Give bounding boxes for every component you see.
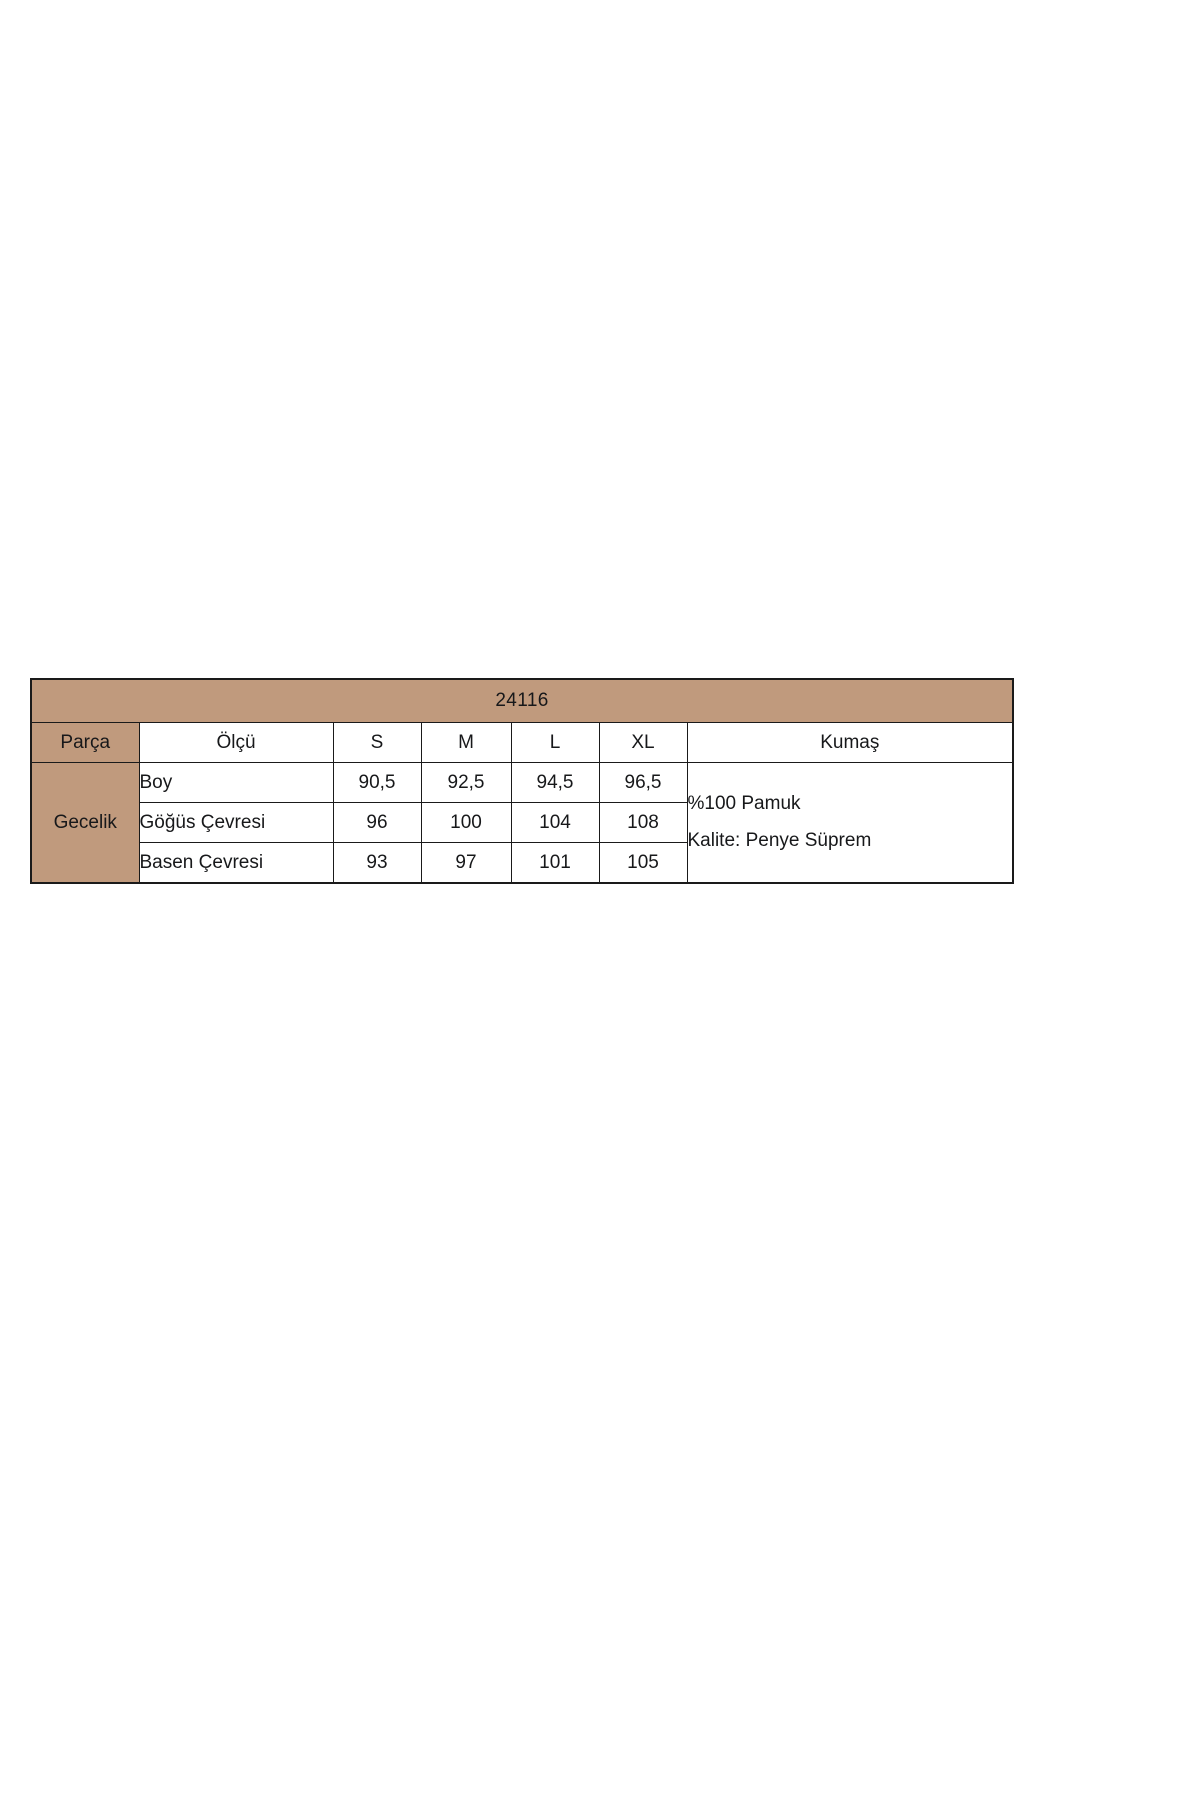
column-header-measure: Ölçü: [139, 723, 333, 763]
column-header-s: S: [333, 723, 421, 763]
column-header-part: Parça: [31, 723, 139, 763]
fabric-composition: %100 Pamuk: [687, 793, 801, 815]
fabric-info: [687, 763, 1013, 884]
column-header-l: L: [511, 723, 599, 763]
table-header-row: [31, 723, 1013, 763]
value-l: 101: [511, 843, 599, 884]
column-header-xl: XL: [599, 723, 687, 763]
value-m: 100: [421, 803, 511, 843]
size-chart-container: [30, 678, 1012, 884]
measure-name: Göğüs Çevresi: [139, 803, 333, 843]
value-xl: 108: [599, 803, 687, 843]
value-l: 104: [511, 803, 599, 843]
table-title-row: [31, 679, 1013, 723]
value-s: 90,5: [333, 763, 421, 803]
value-s: 93: [333, 843, 421, 884]
value-l: 94,5: [511, 763, 599, 803]
size-chart-table: [30, 678, 1014, 884]
value-m: 97: [421, 843, 511, 884]
measure-name: Basen Çevresi: [139, 843, 333, 884]
value-xl: 96,5: [599, 763, 687, 803]
table-title: 24116: [31, 679, 1013, 723]
column-header-fabric: Kumaş: [687, 723, 1013, 763]
fabric-quality: Kalite: Penye Süprem: [687, 829, 872, 851]
column-header-m: M: [421, 723, 511, 763]
value-m: 92,5: [421, 763, 511, 803]
group-label-gecelik: Gecelik: [31, 763, 139, 884]
value-s: 96: [333, 803, 421, 843]
measure-name: Boy: [139, 763, 333, 803]
table-row: [31, 763, 1013, 803]
value-xl: 105: [599, 843, 687, 884]
